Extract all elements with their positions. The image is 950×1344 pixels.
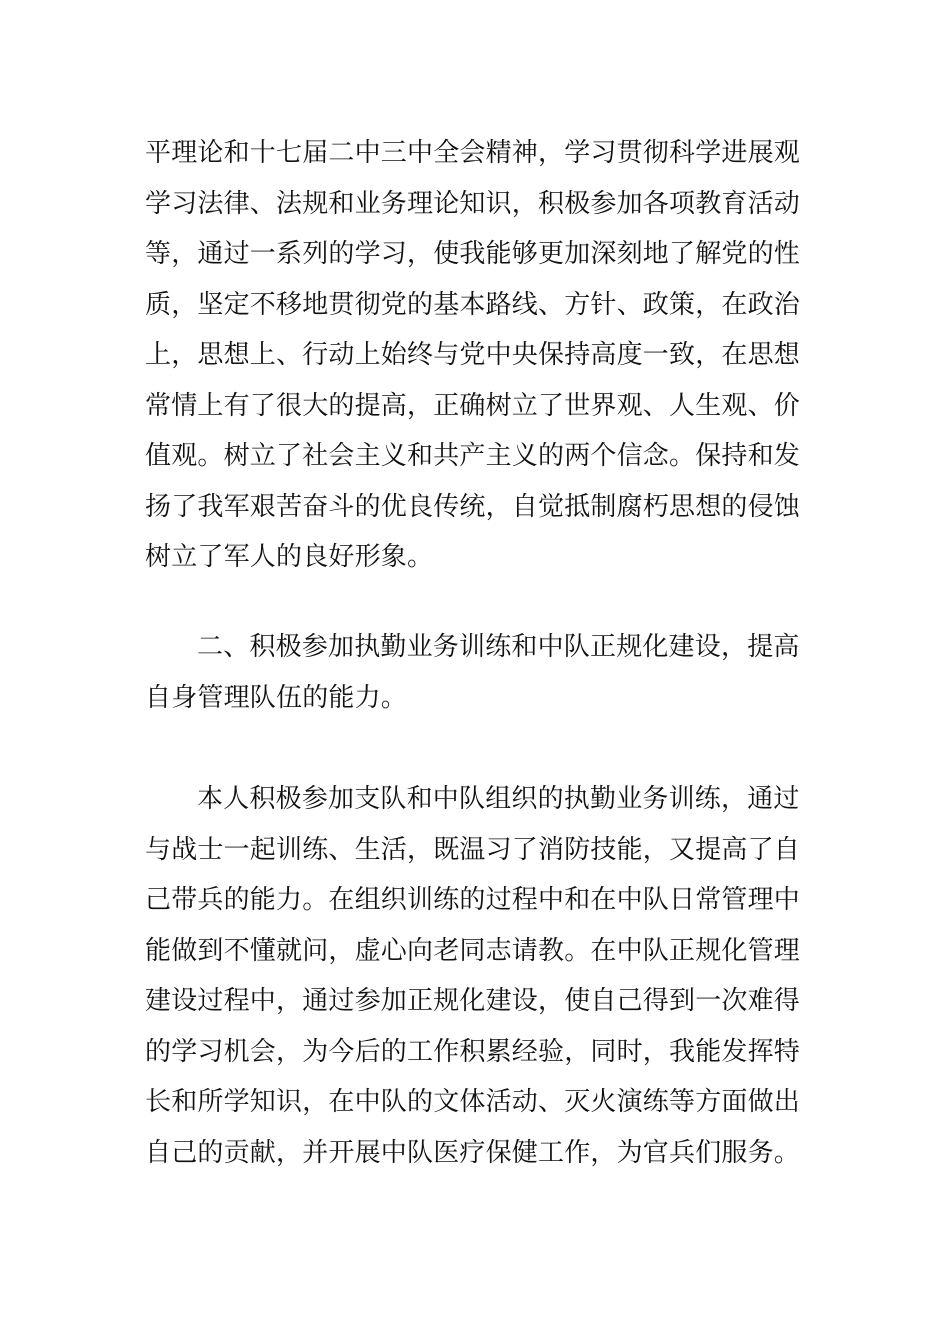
text-line: 上，思想上、行动上始终与党中央保持高度一致，在思想	[145, 340, 801, 370]
text-line: 扬了我军艰苦奋斗的优良传统，自觉抵制腐朽思想的侵蚀	[145, 491, 801, 522]
text-line: 等，通过一系列的学习，使我能够更加深刻地了解党的性	[145, 239, 801, 269]
text-line: 常情上有了很大的提高，正确树立了世界观、人生观、价	[145, 390, 801, 421]
text-line: 平理论和十七届二中三中全会精神，学习贯彻科学进展观	[145, 138, 801, 168]
text-line: 值观。树立了社会主义和共产主义的两个信念。保持和发	[145, 441, 801, 471]
text-line: 建设过程中，通过参加正规化建设，使自己得到一次难得	[145, 986, 801, 1016]
text-line: 学习法律、法规和业务理论知识，积极参加各项教育活动	[145, 188, 801, 219]
text-line: 的学习机会，为今后的工作积累经验，同时，我能发挥特	[145, 1036, 801, 1067]
text-line: 树立了军人的良好形象。	[145, 542, 434, 572]
text-line: 本人积极参加支队和中队组织的执勤业务训练，通过	[197, 784, 800, 814]
text-line: 自身管理队伍的能力。	[145, 682, 408, 713]
paragraph-training-details	[145, 774, 815, 1178]
text-line: 与战士一起训练、生活，既温习了消防技能，又提高了自	[145, 834, 801, 865]
paragraph-study-summary	[145, 128, 815, 583]
text-line: 能做到不懂就问，虚心向老同志请教。在中队正规化管理	[145, 935, 801, 966]
text-line: 自己的贡献，并开展中队医疗保健工作，为官兵们服务。	[145, 1137, 801, 1168]
section-heading-training	[145, 622, 815, 723]
text-line: 长和所学知识，在中队的文体活动、灭火演练等方面做出	[145, 1087, 801, 1117]
text-line: 己带兵的能力。在组织训练的过程中和在中队日常管理中	[145, 885, 801, 915]
text-line: 二、积极参加执勤业务训练和中队正规化建设，提高	[197, 632, 800, 662]
text-line: 质，坚定不移地贯彻党的基本路线、方针、政策，在政治	[145, 289, 801, 320]
